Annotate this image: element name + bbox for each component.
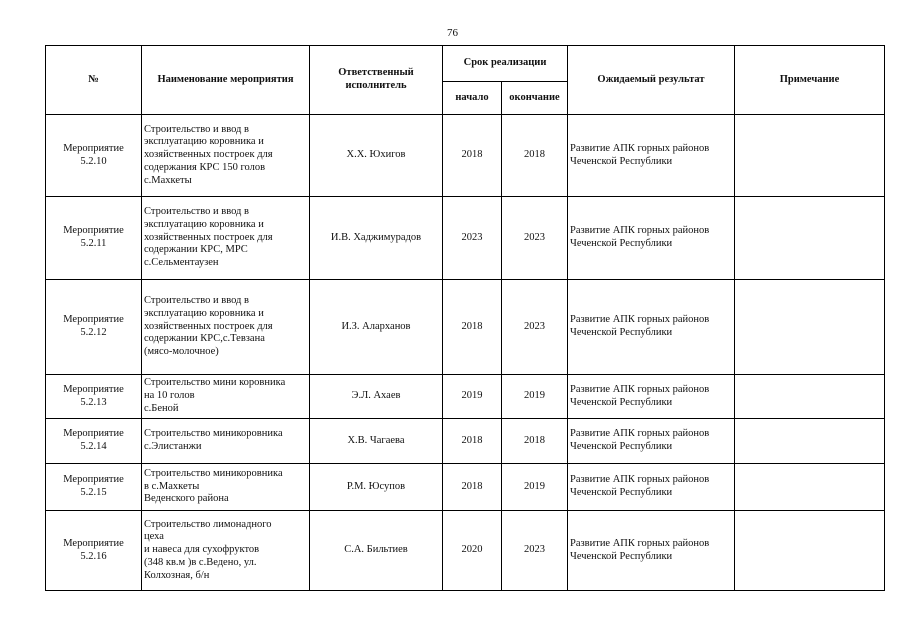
activity-id: Мероприятие 5.2.11	[46, 197, 142, 280]
table-row	[46, 375, 885, 419]
activity-name: Строительство и ввод в эксплуатацию коровника и хозяйственных построек для содержания КРС 150 голов с.Махкеты	[142, 115, 310, 197]
activity-executor: И.З. Аларханов	[310, 280, 443, 375]
activity-end-year: 2023	[502, 511, 568, 591]
activity-start-year: 2023	[443, 197, 502, 280]
activity-id: Мероприятие 5.2.16	[46, 511, 142, 591]
activity-end-year: 2018	[502, 419, 568, 464]
activity-result: Развитие АПК горных районов Чеченской Республики	[568, 419, 735, 464]
header-result: Ожидаемый результат	[568, 46, 735, 115]
table-row	[46, 197, 885, 280]
table-row	[46, 464, 885, 511]
activity-result: Развитие АПК горных районов Чеченской Республики	[568, 280, 735, 375]
activity-name: Строительство мини коровника на 10 голов с.Беной	[142, 375, 310, 419]
activity-executor: Р.М. Юсупов	[310, 464, 443, 511]
activity-name: Строительство лимонадного цеха и навеса для сухофруктов (348 кв.м )в с.Ведено, ул. Колхозная, б/н	[142, 511, 310, 591]
activity-executor: Х.Х. Юхигов	[310, 115, 443, 197]
header-number: №	[46, 46, 142, 115]
activity-note	[735, 419, 885, 464]
activity-id: Мероприятие 5.2.12	[46, 280, 142, 375]
table-row	[46, 511, 885, 591]
activity-id: Мероприятие 5.2.14	[46, 419, 142, 464]
activity-start-year: 2018	[443, 115, 502, 197]
activities-table	[45, 45, 885, 591]
activity-note	[735, 197, 885, 280]
activity-start-year: 2020	[443, 511, 502, 591]
activity-end-year: 2023	[502, 280, 568, 375]
activity-name: Строительство и ввод в эксплуатацию коровника и хозяйственных построек для содержании КРС, МРС с.Сельментаузен	[142, 197, 310, 280]
activity-note	[735, 115, 885, 197]
activity-start-year: 2018	[443, 280, 502, 375]
activity-end-year: 2019	[502, 464, 568, 511]
header-start: начало	[443, 82, 502, 115]
activity-start-year: 2018	[443, 419, 502, 464]
activity-note	[735, 280, 885, 375]
activity-start-year: 2019	[443, 375, 502, 419]
activity-result: Развитие АПК горных районов Чеченской Республики	[568, 511, 735, 591]
activity-name: Строительство миникоровника с.Элистанжи	[142, 419, 310, 464]
header-period: Срок реализации	[443, 46, 568, 82]
activity-executor: Х.В. Чагаева	[310, 419, 443, 464]
table-row	[46, 280, 885, 375]
activity-start-year: 2018	[443, 464, 502, 511]
activity-end-year: 2023	[502, 197, 568, 280]
table-row	[46, 419, 885, 464]
activity-id: Мероприятие 5.2.10	[46, 115, 142, 197]
header-note: Примечание	[735, 46, 885, 115]
header-executor: Ответственный исполнитель	[310, 46, 443, 115]
activity-note	[735, 464, 885, 511]
activity-id: Мероприятие 5.2.13	[46, 375, 142, 419]
activity-note	[735, 375, 885, 419]
header-name: Наименование мероприятия	[142, 46, 310, 115]
activity-result: Развитие АПК горных районов Чеченской Республики	[568, 464, 735, 511]
activity-end-year: 2018	[502, 115, 568, 197]
header-end: окончание	[502, 82, 568, 115]
activity-executor: Э.Л. Ахаев	[310, 375, 443, 419]
activity-id: Мероприятие 5.2.15	[46, 464, 142, 511]
activity-name: Строительство и ввод в эксплуатацию коровника и хозяйственных построек для содержании КРС,с.Тевзана (мясо-молочное)	[142, 280, 310, 375]
page-number: 76	[447, 27, 458, 39]
activity-result: Развитие АПК горных районов Чеченской Республики	[568, 197, 735, 280]
activity-executor: И.В. Хаджимурадов	[310, 197, 443, 280]
activity-executor: С.А. Бильтиев	[310, 511, 443, 591]
table-row	[46, 115, 885, 197]
activity-name: Строительство миникоровника в с.Махкеты Веденского района	[142, 464, 310, 511]
activity-note	[735, 511, 885, 591]
activity-result: Развитие АПК горных районов Чеченской Республики	[568, 115, 735, 197]
activity-end-year: 2019	[502, 375, 568, 419]
activity-result: Развитие АПК горных районов Чеченской Республики	[568, 375, 735, 419]
